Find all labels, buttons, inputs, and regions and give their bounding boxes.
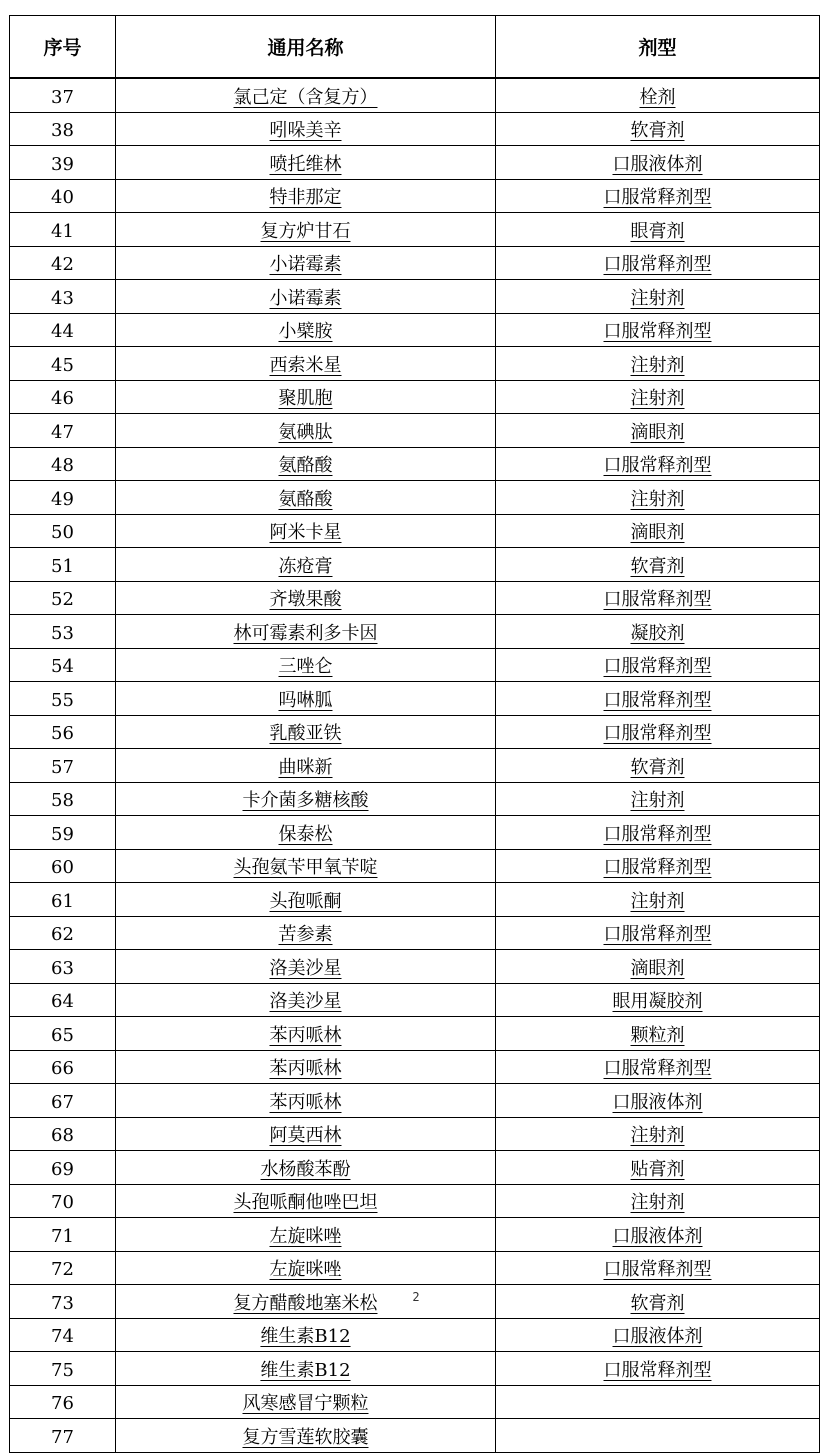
generic-name-text: 苦参素 xyxy=(278,924,333,945)
dosage-form-text: 凝胶剂 xyxy=(630,622,685,644)
dosage-form-text: 滴眼剂 xyxy=(630,957,685,979)
table-row xyxy=(10,1050,820,1084)
dosage-form-text: 眼膏剂 xyxy=(630,220,685,242)
table-row xyxy=(10,648,820,682)
table-row xyxy=(10,782,820,816)
serial-number-cell: 52 xyxy=(10,581,116,615)
table-row xyxy=(10,1184,820,1218)
dosage-form-text: 滴眼剂 xyxy=(630,522,685,543)
dosage-form-text: 颗粒剂 xyxy=(630,1024,685,1046)
table-row xyxy=(10,1218,820,1252)
serial-number-cell: 56 xyxy=(10,715,116,749)
table-row xyxy=(10,950,820,984)
table-row xyxy=(10,682,820,716)
serial-number-cell: 66 xyxy=(10,1050,116,1084)
table-row xyxy=(10,816,820,850)
dosage-form-cell xyxy=(496,1184,820,1218)
dosage-form-cell xyxy=(496,280,820,314)
dosage-form-text: 眼用凝胶剂 xyxy=(612,991,703,1012)
dosage-form-text: 贴膏剂 xyxy=(630,1158,685,1180)
dosage-form-cell xyxy=(496,782,820,816)
serial-number-cell: 70 xyxy=(10,1184,116,1218)
table-row xyxy=(10,1017,820,1051)
dosage-form-text: 注射剂 xyxy=(630,287,685,309)
dosage-form-text: 口服常释剂型 xyxy=(603,689,712,711)
table-row xyxy=(10,246,820,280)
dosage-form-cell xyxy=(496,78,820,112)
serial-number-cell: 68 xyxy=(10,1117,116,1151)
generic-name-text: 乳酸亚铁 xyxy=(269,723,342,744)
serial-number-cell: 59 xyxy=(10,816,116,850)
table-row xyxy=(10,481,820,515)
table-row xyxy=(10,1385,820,1419)
generic-name-text: 氨碘肽 xyxy=(278,421,333,443)
table-row xyxy=(10,715,820,749)
table-row xyxy=(10,1084,820,1118)
dosage-form-cell xyxy=(496,615,820,649)
dosage-form-text: 软膏剂 xyxy=(630,1292,685,1314)
dosage-form-cell xyxy=(496,1385,820,1419)
dosage-form-text: 口服常释剂型 xyxy=(603,656,712,677)
table-row xyxy=(10,883,820,917)
table-row xyxy=(10,749,820,783)
dosage-form-text: 栓剂 xyxy=(639,86,676,108)
table-body xyxy=(10,78,820,1452)
dosage-form-cell xyxy=(496,548,820,582)
generic-name-cell xyxy=(116,313,496,347)
dosage-form-text: 口服常释剂型 xyxy=(603,924,712,945)
dosage-form-text: 口服常释剂型 xyxy=(603,254,712,275)
generic-name-cell xyxy=(116,1352,496,1386)
dosage-form-text: 注射剂 xyxy=(630,488,685,510)
generic-name-cell xyxy=(116,1251,496,1285)
serial-number-cell: 75 xyxy=(10,1352,116,1386)
serial-number-cell: 43 xyxy=(10,280,116,314)
generic-name-text: 保泰松 xyxy=(278,823,333,845)
generic-name-text: 水杨酸苯酚 xyxy=(260,1158,351,1180)
generic-name-text: 喷托维林 xyxy=(269,153,342,175)
generic-name-cell xyxy=(116,983,496,1017)
dosage-form-text: 软膏剂 xyxy=(630,555,685,577)
generic-name-cell xyxy=(116,883,496,917)
generic-name-cell xyxy=(116,179,496,213)
generic-name-text: 氯己定（含复方） xyxy=(233,86,378,108)
generic-name-text: 氨酪酸 xyxy=(278,455,333,476)
serial-number-cell: 47 xyxy=(10,414,116,448)
dosage-form-text: 注射剂 xyxy=(630,354,685,376)
generic-name-cell xyxy=(116,112,496,146)
serial-number-cell: 73 xyxy=(10,1285,116,1319)
generic-name-text: 林可霉素利多卡因 xyxy=(233,622,378,644)
generic-name-text: 头孢哌酮 xyxy=(269,890,342,912)
generic-name-text: 维生素B12 xyxy=(260,1359,351,1381)
table-row xyxy=(10,581,820,615)
table-row xyxy=(10,347,820,381)
serial-number-cell: 63 xyxy=(10,950,116,984)
generic-name-text: 阿莫西林 xyxy=(269,1125,342,1146)
generic-name-cell xyxy=(116,1385,496,1419)
generic-name-text: 小诺霉素 xyxy=(269,287,342,309)
generic-name-cell xyxy=(116,514,496,548)
dosage-form-cell xyxy=(496,1352,820,1386)
generic-name-cell xyxy=(116,213,496,247)
generic-name-cell xyxy=(116,581,496,615)
dosage-form-cell xyxy=(496,1084,820,1118)
table-row xyxy=(10,414,820,448)
serial-number-cell: 57 xyxy=(10,749,116,783)
serial-number-cell: 44 xyxy=(10,313,116,347)
generic-name-cell xyxy=(116,648,496,682)
serial-number-cell: 67 xyxy=(10,1084,116,1118)
generic-name-text: 头孢哌酮他唑巴坦 xyxy=(233,1192,378,1213)
dosage-form-text: 注射剂 xyxy=(630,1125,685,1146)
dosage-form-text: 口服液体剂 xyxy=(612,1326,703,1347)
generic-name-cell xyxy=(116,548,496,582)
dosage-form-text: 滴眼剂 xyxy=(630,421,685,443)
serial-number-cell: 49 xyxy=(10,481,116,515)
header-generic-name: 通用名称 xyxy=(116,16,496,79)
dosage-form-cell xyxy=(496,246,820,280)
dosage-form-cell xyxy=(496,1419,820,1453)
table-row xyxy=(10,916,820,950)
generic-name-cell xyxy=(116,1318,496,1352)
generic-name-text: 齐墩果酸 xyxy=(269,589,342,610)
serial-number-cell: 65 xyxy=(10,1017,116,1051)
table-row xyxy=(10,1117,820,1151)
generic-name-text: 西索米星 xyxy=(269,354,342,376)
dosage-form-cell xyxy=(496,1218,820,1252)
dosage-form-cell xyxy=(496,849,820,883)
serial-number-cell: 48 xyxy=(10,447,116,481)
dosage-form-cell xyxy=(496,347,820,381)
serial-number-cell: 46 xyxy=(10,380,116,414)
generic-name-text: 冻疮膏 xyxy=(278,555,333,577)
generic-name-cell xyxy=(116,950,496,984)
dosage-form-text: 口服常释剂型 xyxy=(603,589,712,610)
generic-name-cell xyxy=(116,1151,496,1185)
generic-name-text: 复方雪莲软胶囊 xyxy=(242,1426,369,1448)
serial-number-cell: 39 xyxy=(10,146,116,180)
dosage-form-cell xyxy=(496,481,820,515)
dosage-form-text: 软膏剂 xyxy=(630,120,685,141)
generic-name-text: 曲咪新 xyxy=(278,756,333,778)
dosage-form-cell xyxy=(496,983,820,1017)
serial-number-cell: 51 xyxy=(10,548,116,582)
dosage-form-cell xyxy=(496,380,820,414)
generic-name-text: 复方炉甘石 xyxy=(260,220,351,242)
dosage-form-text: 口服常释剂型 xyxy=(603,823,712,845)
generic-name-cell xyxy=(116,749,496,783)
dosage-form-text: 软膏剂 xyxy=(630,756,685,778)
dosage-form-text: 注射剂 xyxy=(630,388,685,409)
generic-name-text: 左旋咪唑 xyxy=(269,1259,342,1280)
dosage-form-text: 注射剂 xyxy=(630,890,685,912)
generic-name-text: 洛美沙星 xyxy=(269,957,342,979)
generic-name-cell xyxy=(116,1084,496,1118)
generic-name-cell xyxy=(116,280,496,314)
generic-name-text: 特非那定 xyxy=(269,187,342,208)
generic-name-cell xyxy=(116,715,496,749)
serial-number-cell: 77 xyxy=(10,1419,116,1453)
table-header-row xyxy=(10,16,820,79)
generic-name-cell xyxy=(116,347,496,381)
dosage-form-cell xyxy=(496,749,820,783)
generic-name-text: 苯丙哌林 xyxy=(269,1058,342,1079)
table-row xyxy=(10,78,820,112)
dosage-form-cell xyxy=(496,146,820,180)
dosage-form-cell xyxy=(496,950,820,984)
serial-number-cell: 64 xyxy=(10,983,116,1017)
drug-list-table xyxy=(9,15,820,1453)
generic-name-cell xyxy=(116,481,496,515)
serial-number-cell: 42 xyxy=(10,246,116,280)
table-row xyxy=(10,1151,820,1185)
serial-number-cell: 69 xyxy=(10,1151,116,1185)
dosage-form-text: 口服常释剂型 xyxy=(603,187,712,208)
dosage-form-text: 口服常释剂型 xyxy=(603,1359,712,1381)
generic-name-cell xyxy=(116,1050,496,1084)
table-row xyxy=(10,548,820,582)
dosage-form-cell xyxy=(496,715,820,749)
generic-name-text: 吗啉胍 xyxy=(278,689,333,711)
generic-name-text: 复方醋酸地塞米松 xyxy=(233,1292,378,1314)
generic-name-cell xyxy=(116,782,496,816)
table-row xyxy=(10,447,820,481)
serial-number-cell: 55 xyxy=(10,682,116,716)
table-row xyxy=(10,1251,820,1285)
generic-name-text: 氨酪酸 xyxy=(278,488,333,510)
dosage-form-cell xyxy=(496,816,820,850)
dosage-form-cell xyxy=(496,1117,820,1151)
table-row xyxy=(10,615,820,649)
serial-number-cell: 37 xyxy=(10,78,116,112)
table-row xyxy=(10,1419,820,1453)
table-row xyxy=(10,112,820,146)
dosage-form-cell xyxy=(496,883,820,917)
generic-name-cell xyxy=(116,447,496,481)
dosage-form-cell xyxy=(496,514,820,548)
dosage-form-cell xyxy=(496,1251,820,1285)
dosage-form-text: 口服常释剂型 xyxy=(603,723,712,744)
table-row xyxy=(10,514,820,548)
serial-number-cell: 76 xyxy=(10,1385,116,1419)
dosage-form-text: 口服常释剂型 xyxy=(603,455,712,476)
table-row xyxy=(10,146,820,180)
dosage-form-text: 口服液体剂 xyxy=(612,153,703,175)
dosage-form-cell xyxy=(496,313,820,347)
dosage-form-cell xyxy=(496,112,820,146)
serial-number-cell: 38 xyxy=(10,112,116,146)
dosage-form-cell xyxy=(496,682,820,716)
dosage-form-cell xyxy=(496,447,820,481)
serial-number-cell: 60 xyxy=(10,849,116,883)
serial-number-cell: 40 xyxy=(10,179,116,213)
page-number: 2 xyxy=(412,1290,420,1304)
dosage-form-cell xyxy=(496,1017,820,1051)
serial-number-cell: 58 xyxy=(10,782,116,816)
table-row xyxy=(10,179,820,213)
dosage-form-text: 口服常释剂型 xyxy=(603,1058,712,1079)
table-row xyxy=(10,380,820,414)
generic-name-text: 维生素B12 xyxy=(260,1326,351,1347)
generic-name-text: 小檗胺 xyxy=(278,321,333,342)
header-serial-number: 序号 xyxy=(10,16,116,79)
generic-name-text: 头孢氨苄甲氧苄啶 xyxy=(233,857,378,878)
serial-number-cell: 71 xyxy=(10,1218,116,1252)
table-row xyxy=(10,313,820,347)
generic-name-cell xyxy=(116,1117,496,1151)
generic-name-text: 卡介菌多糖核酸 xyxy=(242,790,369,811)
generic-name-cell xyxy=(116,1218,496,1252)
generic-name-cell xyxy=(116,1419,496,1453)
generic-name-text: 三唑仑 xyxy=(278,656,333,677)
serial-number-cell: 72 xyxy=(10,1251,116,1285)
generic-name-text: 风寒感冒宁颗粒 xyxy=(242,1393,369,1414)
table-row xyxy=(10,1318,820,1352)
generic-name-cell xyxy=(116,1017,496,1051)
generic-name-cell xyxy=(116,246,496,280)
generic-name-cell xyxy=(116,146,496,180)
table-row xyxy=(10,213,820,247)
dosage-form-text: 口服常释剂型 xyxy=(603,1259,712,1280)
dosage-form-text: 口服液体剂 xyxy=(612,1091,703,1113)
generic-name-text: 洛美沙星 xyxy=(269,991,342,1012)
generic-name-cell xyxy=(116,380,496,414)
dosage-form-text: 注射剂 xyxy=(630,790,685,811)
serial-number-cell: 53 xyxy=(10,615,116,649)
generic-name-cell xyxy=(116,414,496,448)
dosage-form-cell xyxy=(496,179,820,213)
dosage-form-cell xyxy=(496,916,820,950)
table-row xyxy=(10,1352,820,1386)
dosage-form-cell xyxy=(496,581,820,615)
serial-number-cell: 50 xyxy=(10,514,116,548)
table-row xyxy=(10,280,820,314)
generic-name-cell xyxy=(116,1184,496,1218)
header-dosage-form: 剂型 xyxy=(496,16,820,79)
generic-name-cell xyxy=(116,916,496,950)
dosage-form-cell xyxy=(496,1318,820,1352)
dosage-form-cell xyxy=(496,1151,820,1185)
serial-number-cell: 45 xyxy=(10,347,116,381)
dosage-form-text: 注射剂 xyxy=(630,1192,685,1213)
generic-name-cell xyxy=(116,78,496,112)
serial-number-cell: 54 xyxy=(10,648,116,682)
generic-name-text: 聚肌胞 xyxy=(278,388,333,409)
generic-name-cell xyxy=(116,816,496,850)
generic-name-cell xyxy=(116,615,496,649)
dosage-form-cell xyxy=(496,648,820,682)
generic-name-text: 苯丙哌林 xyxy=(269,1091,342,1113)
serial-number-cell: 61 xyxy=(10,883,116,917)
generic-name-text: 小诺霉素 xyxy=(269,254,342,275)
serial-number-cell: 41 xyxy=(10,213,116,247)
serial-number-cell: 62 xyxy=(10,916,116,950)
serial-number-cell: 74 xyxy=(10,1318,116,1352)
generic-name-text: 吲哚美辛 xyxy=(269,120,342,141)
dosage-form-text: 口服常释剂型 xyxy=(603,857,712,878)
generic-name-cell xyxy=(116,682,496,716)
dosage-form-text: 口服液体剂 xyxy=(612,1225,703,1247)
generic-name-cell xyxy=(116,849,496,883)
generic-name-text: 阿米卡星 xyxy=(269,522,342,543)
generic-name-text: 左旋咪唑 xyxy=(269,1225,342,1247)
dosage-form-cell xyxy=(496,414,820,448)
dosage-form-cell xyxy=(496,213,820,247)
generic-name-text: 苯丙哌林 xyxy=(269,1024,342,1046)
dosage-form-cell xyxy=(496,1050,820,1084)
table-row xyxy=(10,983,820,1017)
dosage-form-text: 口服常释剂型 xyxy=(603,321,712,342)
table-row xyxy=(10,849,820,883)
